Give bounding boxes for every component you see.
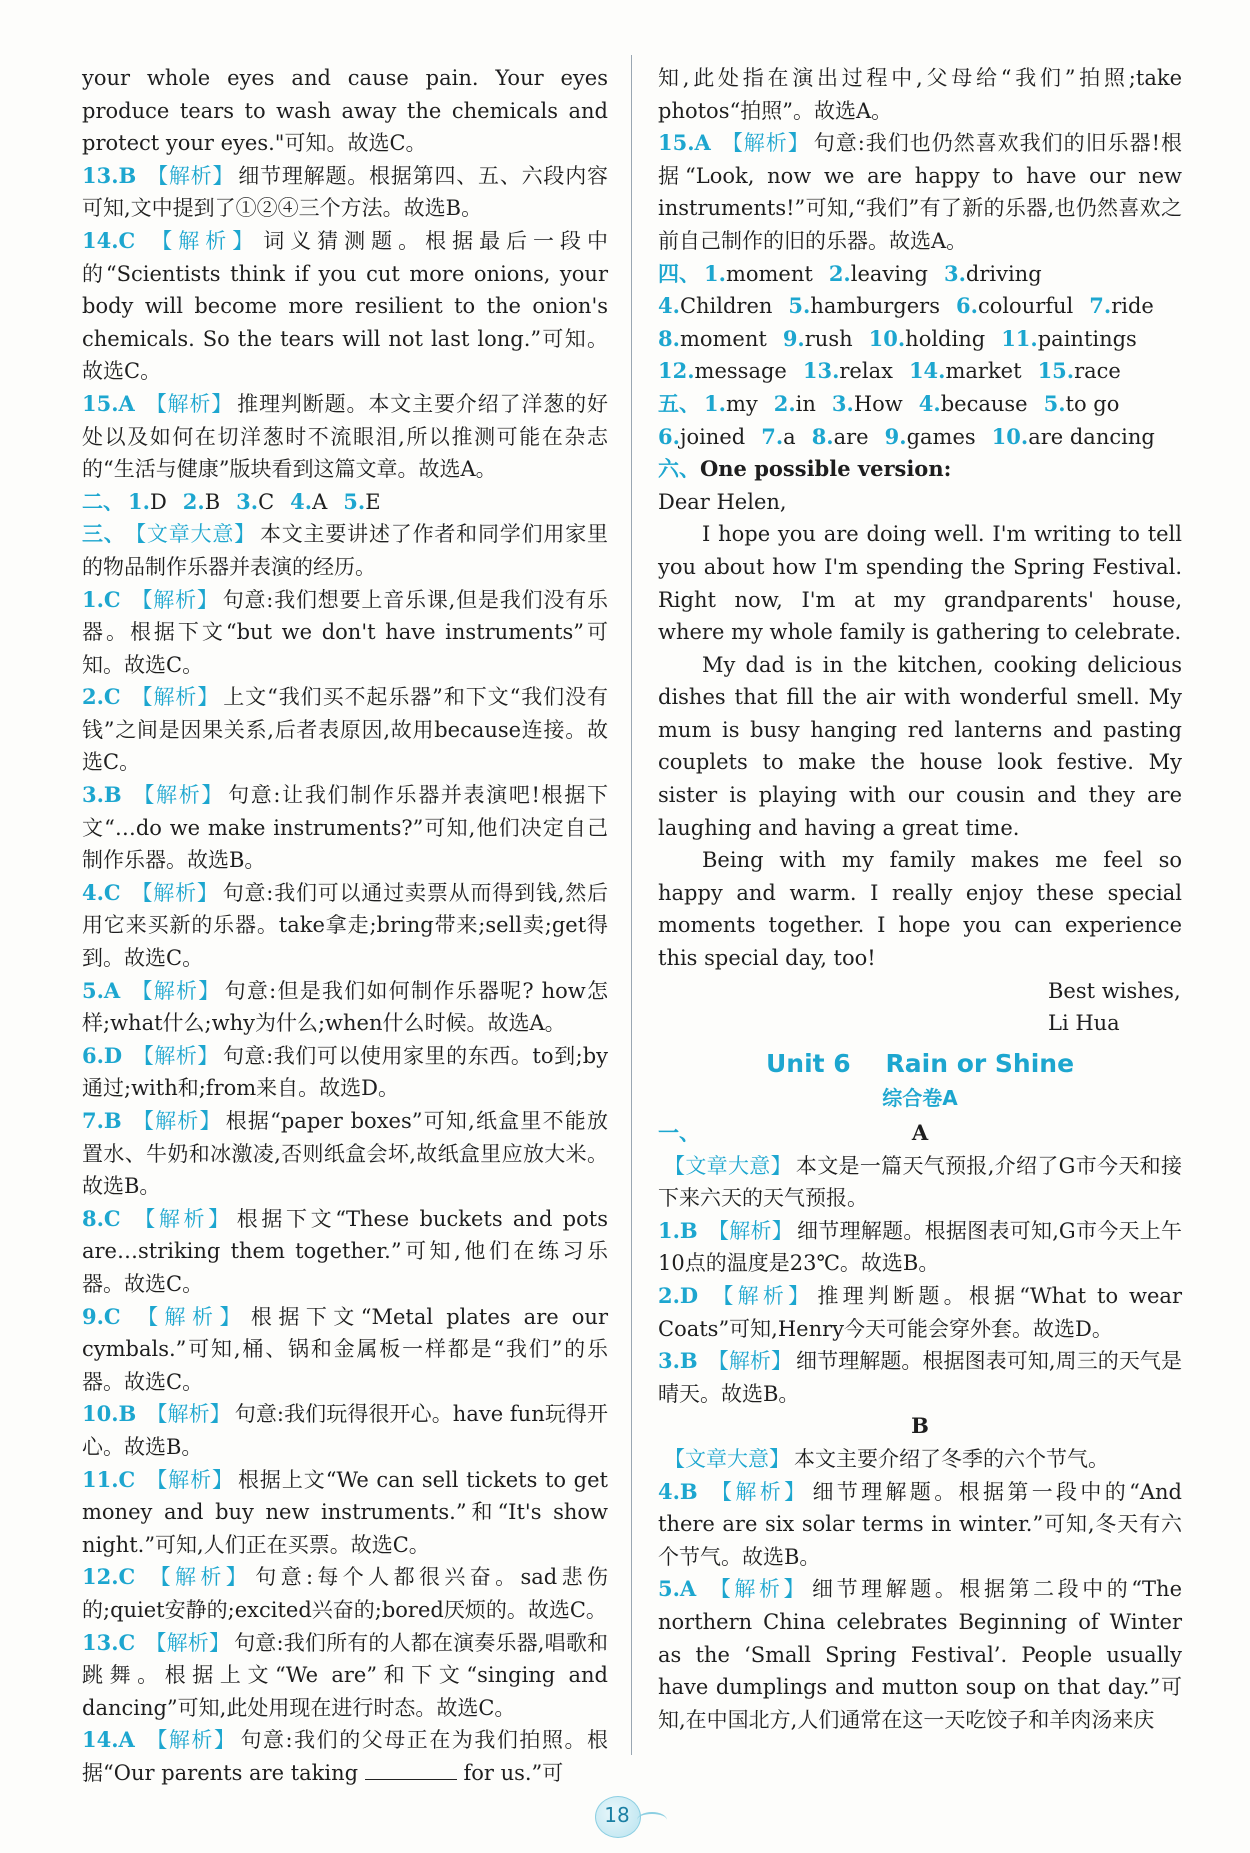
answer-tag: 【解析】 bbox=[146, 163, 235, 188]
answer-key-item bbox=[658, 290, 772, 323]
answer-item bbox=[82, 1464, 608, 1562]
answer-key-value: D bbox=[149, 489, 167, 514]
answer-key-value: A bbox=[312, 489, 328, 514]
answer-tag: 【解析】 bbox=[145, 1565, 252, 1590]
answer-key-item bbox=[1001, 323, 1137, 356]
answer-item bbox=[82, 225, 608, 388]
answer-key-value: Children bbox=[679, 294, 773, 319]
answer-tag: 【解析】 bbox=[132, 1043, 219, 1068]
answer-number: 11.C bbox=[82, 1466, 136, 1492]
answer-number: 8.C bbox=[82, 1205, 121, 1231]
answer-item bbox=[82, 975, 608, 1040]
answer-key-item bbox=[343, 486, 380, 519]
answer-key-value: message bbox=[694, 359, 787, 384]
answer-key-number: 6. bbox=[658, 423, 680, 449]
answer-key-number: 1. bbox=[704, 260, 726, 286]
answer-number: 14.C bbox=[82, 227, 136, 253]
answer-key-item bbox=[704, 388, 758, 421]
answer-number: 5.A bbox=[82, 977, 121, 1003]
answer-item bbox=[82, 1301, 608, 1399]
paragraph: 知,此处指在演出过程中,父母给“我们”拍照;take photos“拍照”。故选A。 bbox=[658, 66, 1182, 123]
answer-text: 句意:让我们制作乐器并表演吧!根据下文“…do we make instruments?”可知,他们决定自己制作乐器。故选B。 bbox=[82, 783, 609, 873]
answer-tag: 【文章大意】 bbox=[664, 1446, 790, 1471]
answer-text: 句意:我们想要上音乐课,但是我们没有乐器。根据下文“but we don't have instruments”可知。故选C。 bbox=[82, 587, 609, 677]
answer-key-value: hamburgers bbox=[810, 294, 940, 319]
answer-number: 4.C bbox=[82, 879, 121, 905]
answer-tag: 【文章大意】 bbox=[664, 1153, 792, 1178]
fill-blank bbox=[365, 1757, 457, 1780]
answer-key-item bbox=[183, 486, 220, 519]
answer-key-value: a bbox=[783, 424, 796, 449]
answer-item bbox=[82, 877, 608, 975]
answer-key-item bbox=[774, 388, 816, 421]
answer-item bbox=[658, 1476, 1182, 1574]
answer-tag: 【解析】 bbox=[130, 685, 220, 710]
section-letter: A bbox=[911, 1120, 929, 1145]
answer-key-number: 11. bbox=[1001, 325, 1038, 351]
answer-number: 1.B bbox=[658, 1217, 698, 1243]
answer-text: 句意:我们可以通过卖票从而得到钱,然后用它来买新的乐器。take拿走;bring带来;sell卖;get得到。故选C。 bbox=[82, 880, 609, 971]
answer-key-number: 9. bbox=[884, 423, 907, 449]
answer-item bbox=[82, 1561, 608, 1626]
wave-decoration-icon bbox=[637, 1812, 667, 1828]
answer-key-number: 7. bbox=[761, 423, 784, 449]
answer-number: 10.B bbox=[82, 1401, 137, 1427]
answer-key-value: C bbox=[258, 489, 275, 514]
answer-item bbox=[82, 584, 608, 682]
answer-item bbox=[658, 1215, 1182, 1280]
answer-key-number: 4. bbox=[290, 488, 313, 514]
answer-text: for us.”可 bbox=[463, 1760, 564, 1785]
answer-key-number: 1. bbox=[704, 390, 726, 416]
answer-key-item bbox=[658, 355, 787, 388]
answer-tag: 【解析】 bbox=[707, 1218, 794, 1243]
letter-signoff: Best wishes, bbox=[1048, 978, 1181, 1003]
section-heading-text: One possible version: bbox=[700, 456, 952, 482]
answer-item bbox=[82, 681, 608, 779]
section-label: 一、 bbox=[658, 1120, 700, 1145]
answer-row bbox=[658, 388, 1182, 453]
page-number-badge bbox=[575, 1794, 675, 1838]
answer-key-item bbox=[829, 258, 928, 291]
answer-row bbox=[658, 258, 1182, 388]
answer-tag: 【解析】 bbox=[145, 228, 260, 253]
answer-key-item bbox=[290, 486, 327, 519]
letter-paragraph: I hope you are doing well. I'm writing to tell you about how I'm spending the Spring Festival. Right now, I'm at my grandparents' house, where my whole family is gathering to celebrate. bbox=[658, 522, 1182, 645]
answer-key-number: 15. bbox=[1037, 358, 1075, 384]
answer-number: 2.D bbox=[658, 1282, 699, 1308]
answer-key-value: holding bbox=[905, 326, 986, 351]
answer-text: 根据下文“These buckets and pots are…striking them together.”可知,他们在练习乐器。故选C。 bbox=[82, 1206, 608, 1296]
answer-key-number: 7. bbox=[1089, 293, 1112, 319]
answer-key-number: 2. bbox=[828, 260, 851, 286]
answer-tag: 【解析】 bbox=[707, 1479, 809, 1504]
answer-text: 本文主要介绍了冬季的六个节气。 bbox=[794, 1446, 1109, 1471]
answer-number: 15.A bbox=[82, 390, 135, 416]
answer-key-item bbox=[1038, 355, 1121, 388]
answer-text: 句意:我们也仍然喜欢我们的旧乐器!根据“Look, now we are happy to have our new instruments!”可知,“我们”有了新的乐器,也仍然喜欢之前自己制作的旧的乐器。故选A。 bbox=[658, 131, 1182, 253]
answer-item bbox=[82, 1040, 608, 1105]
answer-key-item bbox=[704, 258, 813, 291]
answer-text: 根据“paper boxes”可知,纸盒里不能放置水、牛奶和冰激凌,否则纸盒会坏,故纸盒里应放大米。故选B。 bbox=[82, 1109, 609, 1199]
answer-tag: 【解析】 bbox=[144, 391, 234, 416]
answer-text: 句意:我们玩得很开心。have fun玩得开心。故选B。 bbox=[82, 1402, 608, 1459]
letter-paragraph: My dad is in the kitchen, cooking delicious dishes that fill the air with wonderful smell. My mum is busy hanging red lanterns and pasting couplets to make the house look festive. My sister is playing with our cousin and they are laughing and having a great time. bbox=[658, 652, 1182, 840]
answer-text: 推理判断题。根据“What to wear Coats”可知,Henry今天可能会穿外套。故选D。 bbox=[658, 1283, 1182, 1341]
answer-text: 细节理解题。根据图表可知,G市今天上午10点的温度是23℃。故选B。 bbox=[658, 1218, 1183, 1276]
answer-key-number: 4. bbox=[658, 293, 680, 319]
answer-key-number: 4. bbox=[918, 390, 941, 416]
answer-key-value: market bbox=[945, 359, 1022, 384]
answer-tag: 【解析】 bbox=[130, 1206, 233, 1231]
answer-key-number: 3. bbox=[831, 390, 854, 416]
answer-key-item bbox=[1044, 388, 1120, 421]
answer-key-number: 13. bbox=[802, 358, 840, 384]
answer-key-item bbox=[761, 421, 795, 454]
answer-key-value: colourful bbox=[977, 294, 1074, 319]
section-divider bbox=[658, 1410, 1182, 1443]
answer-key-value: games bbox=[906, 424, 976, 449]
unit-subtitle: 综合卷A bbox=[882, 1086, 958, 1111]
answer-number: 14.A bbox=[82, 1727, 135, 1753]
letter-signoff: Li Hua bbox=[1048, 1011, 1120, 1036]
answer-tag: 【解析】 bbox=[130, 978, 221, 1003]
answer-tag: 【文章大意】 bbox=[135, 522, 256, 547]
letter-salutation: Dear Helen, bbox=[658, 489, 787, 514]
answer-key-number: 10. bbox=[991, 423, 1029, 449]
answer-key-value: are dancing bbox=[1028, 424, 1155, 449]
answer-tag: 【解析】 bbox=[145, 1467, 234, 1492]
left-column bbox=[82, 62, 608, 1789]
unit-title: Unit 6 Rain or Shine bbox=[765, 1048, 1075, 1078]
answer-tag: 【解析】 bbox=[145, 1630, 231, 1655]
answer-key-item bbox=[128, 486, 167, 519]
answer-text: 句意:每个人都很兴奋。sad悲伤的;quiet安静的;excited兴奋的;bored厌烦的。故选C。 bbox=[82, 1565, 609, 1622]
answer-key-value: joined bbox=[679, 424, 746, 449]
answer-key-number: 6. bbox=[956, 293, 978, 319]
answer-key-item bbox=[956, 290, 1073, 323]
answer-key-item bbox=[885, 421, 976, 454]
answer-key-number: 2. bbox=[773, 390, 796, 416]
answer-key-item bbox=[992, 421, 1155, 454]
section-divider bbox=[658, 1117, 1182, 1150]
answer-item bbox=[658, 1150, 1182, 1215]
answer-text: 细节理解题。根据第二段中的“The northern China celebrates Beginning of Winter as the ‘Small Spring Festival’. People usually have dumplings and mutton soup on that day.”可知,在中国北方,人们通常在这一天吃饺子和羊肉汤来庆 bbox=[658, 1577, 1183, 1732]
answer-key-number: 1. bbox=[128, 488, 150, 514]
answer-key-item bbox=[1089, 290, 1154, 323]
answer-key-item bbox=[832, 388, 903, 421]
answer-item bbox=[82, 388, 608, 486]
answer-key-value: paintings bbox=[1037, 326, 1137, 351]
answer-key-number: 8. bbox=[811, 423, 834, 449]
paragraph: your whole eyes and cause pain. Your eyes produce tears to wash away the chemicals and protect your eyes."可知。故选C。 bbox=[82, 66, 608, 156]
answer-item bbox=[82, 779, 608, 877]
answer-item bbox=[658, 1280, 1182, 1345]
answer-item bbox=[82, 1398, 608, 1463]
answer-key-value: ride bbox=[1111, 294, 1154, 319]
answer-item bbox=[82, 1627, 608, 1725]
answer-number: 3.B bbox=[658, 1348, 698, 1374]
answer-key-value: relax bbox=[839, 359, 893, 384]
answer-key-number: 9. bbox=[782, 325, 805, 351]
answer-tag: 【解析】 bbox=[130, 880, 219, 905]
answer-key-item bbox=[658, 323, 767, 356]
answer-number: 2.C bbox=[82, 684, 121, 710]
answer-item bbox=[82, 1203, 608, 1301]
answer-text: 根据上文“We can sell tickets to get money and buy new instruments.”和“It's show night.”可知,人们正在买票。故选C。 bbox=[82, 1467, 608, 1557]
answer-key-value: How bbox=[853, 391, 903, 416]
answer-key-number: 12. bbox=[658, 358, 695, 384]
answer-key-item bbox=[783, 323, 853, 356]
answer-key-item bbox=[658, 421, 745, 454]
answer-number: 13.B bbox=[82, 162, 137, 188]
answer-tag: 【解析】 bbox=[130, 1304, 247, 1329]
answer-number: 6.D bbox=[82, 1042, 123, 1068]
answer-key-value: race bbox=[1074, 359, 1121, 384]
answer-item bbox=[658, 1345, 1182, 1410]
answer-key-value: B bbox=[204, 489, 221, 514]
answer-tag: 【解析】 bbox=[144, 1728, 237, 1753]
answer-key-value: E bbox=[365, 489, 381, 514]
answer-key-value: in bbox=[795, 391, 816, 416]
answer-key-item bbox=[944, 258, 1042, 291]
answer-key-item bbox=[236, 486, 274, 519]
answer-tag: 【解析】 bbox=[707, 1349, 793, 1374]
answer-key-number: 2. bbox=[182, 488, 205, 514]
answer-number: 9.C bbox=[82, 1303, 121, 1329]
section-label: 四、 bbox=[658, 260, 700, 286]
answer-item bbox=[82, 160, 608, 225]
answer-row bbox=[82, 486, 608, 519]
answer-text: 根据下文“Metal plates are our cymbals.”可知,桶、锅和金属板一样都是“我们”的乐器。故选C。 bbox=[82, 1304, 608, 1394]
answer-key-item bbox=[869, 323, 986, 356]
answer-number: 4.B bbox=[658, 1478, 698, 1504]
answer-text: 细节理解题。根据第四、五、六段内容可知,文中提到了①②④三个方法。故选B。 bbox=[82, 163, 609, 221]
letter-paragraph: Being with my family makes me feel so happy and warm. I really enjoy these special moments together. I hope you can experience this special day, too! bbox=[658, 848, 1182, 971]
answer-item bbox=[658, 1443, 1182, 1476]
answer-tag: 【解析】 bbox=[131, 783, 225, 808]
answer-key-value: moment bbox=[679, 326, 767, 351]
answer-key-value: driving bbox=[965, 261, 1042, 286]
answer-key-value: are bbox=[833, 424, 869, 449]
answer-tag: 【解析】 bbox=[720, 131, 810, 156]
answer-text: 句意:我们的父母正在为我们拍照。根据“Our parents are taking bbox=[82, 1728, 609, 1785]
answer-number: 15.A bbox=[658, 130, 711, 156]
answer-number: 7.B bbox=[82, 1108, 122, 1133]
answer-text: 上文“我们买不起乐器”和下文“我们没有钱”之间是因果关系,后者表原因,故用because连接。故选C。 bbox=[82, 685, 609, 775]
answer-text: 本文主要讲述了作者和同学们用家里的物品制作乐器并表演的经历。 bbox=[82, 522, 609, 579]
answer-item bbox=[658, 127, 1182, 257]
answer-number: 5.A bbox=[658, 1576, 697, 1602]
answer-number: 1.C bbox=[82, 586, 121, 612]
right-column bbox=[658, 62, 1182, 1736]
answer-text: 词义猜测题。根据最后一段中的“Scientists think if you cut more onions, your body will become more resilient to the onion's chemicals. So the tears will not last long.”可知。故选C。 bbox=[82, 228, 609, 384]
answer-tag: 【解析】 bbox=[146, 1402, 231, 1427]
answer-number: 三、 bbox=[82, 521, 126, 547]
answer-tag: 【解析】 bbox=[130, 587, 219, 612]
answer-key-number: 14. bbox=[908, 358, 946, 384]
section-label: 六、 bbox=[658, 456, 700, 482]
section-label: 二、 bbox=[82, 488, 124, 514]
answer-key-item bbox=[909, 355, 1022, 388]
answer-key-number: 10. bbox=[868, 325, 906, 351]
answer-key-value: moment bbox=[725, 261, 813, 286]
answer-number: 3.B bbox=[82, 782, 122, 808]
section-label: 五、 bbox=[658, 390, 700, 416]
answer-tag: 【解析】 bbox=[706, 1577, 809, 1602]
answer-number: 13.C bbox=[82, 1629, 136, 1655]
column-divider bbox=[631, 55, 632, 1755]
answer-item bbox=[82, 1724, 608, 1789]
answer-key-number: 3. bbox=[236, 488, 259, 514]
answer-key-value: to go bbox=[1065, 391, 1120, 416]
answer-key-value: rush bbox=[804, 326, 853, 351]
answer-text: 句意:我们可以使用家里的东西。to到;by通过;with和;from来自。故选D。 bbox=[82, 1043, 609, 1101]
answer-key-item bbox=[803, 355, 893, 388]
answer-text: 推理判断题。本文主要介绍了洋葱的好处以及如何在切洋葱时不流眼泪,所以推测可能在杂志的“生活与健康”版块看到这篇文章。故选A。 bbox=[82, 391, 608, 482]
answer-key-item bbox=[919, 388, 1028, 421]
answer-tag: 【解析】 bbox=[131, 1109, 222, 1133]
answer-text: 细节理解题。根据第一段中的“And there are six solar terms in winter.”可知,冬天有六个节气。故选B。 bbox=[658, 1479, 1183, 1569]
answer-key-number: 5. bbox=[343, 488, 366, 514]
answer-key-number: 5. bbox=[1043, 390, 1066, 416]
answer-text: 细节理解题。根据图表可知,周三的天气是晴天。故选B。 bbox=[658, 1349, 1182, 1406]
answer-item bbox=[658, 1573, 1182, 1736]
answer-key-number: 5. bbox=[788, 293, 811, 319]
answer-item bbox=[82, 518, 608, 583]
answer-key-value: leaving bbox=[850, 261, 928, 286]
section-heading bbox=[658, 453, 1182, 486]
answer-key-item bbox=[812, 421, 869, 454]
section-letter: B bbox=[911, 1413, 929, 1439]
answer-key-value: because bbox=[940, 391, 1028, 416]
answer-key-item bbox=[788, 290, 940, 323]
answer-tag: 【解析】 bbox=[708, 1283, 814, 1308]
answer-key-number: 8. bbox=[658, 325, 680, 351]
answer-text: 本文是一篇天气预报,介绍了G市今天和接下来六天的天气预报。 bbox=[658, 1153, 1182, 1211]
answer-item bbox=[82, 1105, 608, 1203]
answer-text: 句意:但是我们如何制作乐器呢? how怎样;what什么;why为什么;when什么时候。故选A。 bbox=[82, 978, 608, 1036]
answer-text: 句意:我们所有的人都在演奏乐器,唱歌和跳舞。根据上文“We are”和下文“singing and dancing”可知,此处用现在进行时态。故选C。 bbox=[82, 1630, 609, 1720]
page-number: 18 bbox=[604, 1803, 630, 1827]
answer-key-value: my bbox=[725, 391, 758, 416]
answer-number: 12.C bbox=[82, 1564, 136, 1590]
answer-key-number: 3. bbox=[943, 260, 966, 286]
